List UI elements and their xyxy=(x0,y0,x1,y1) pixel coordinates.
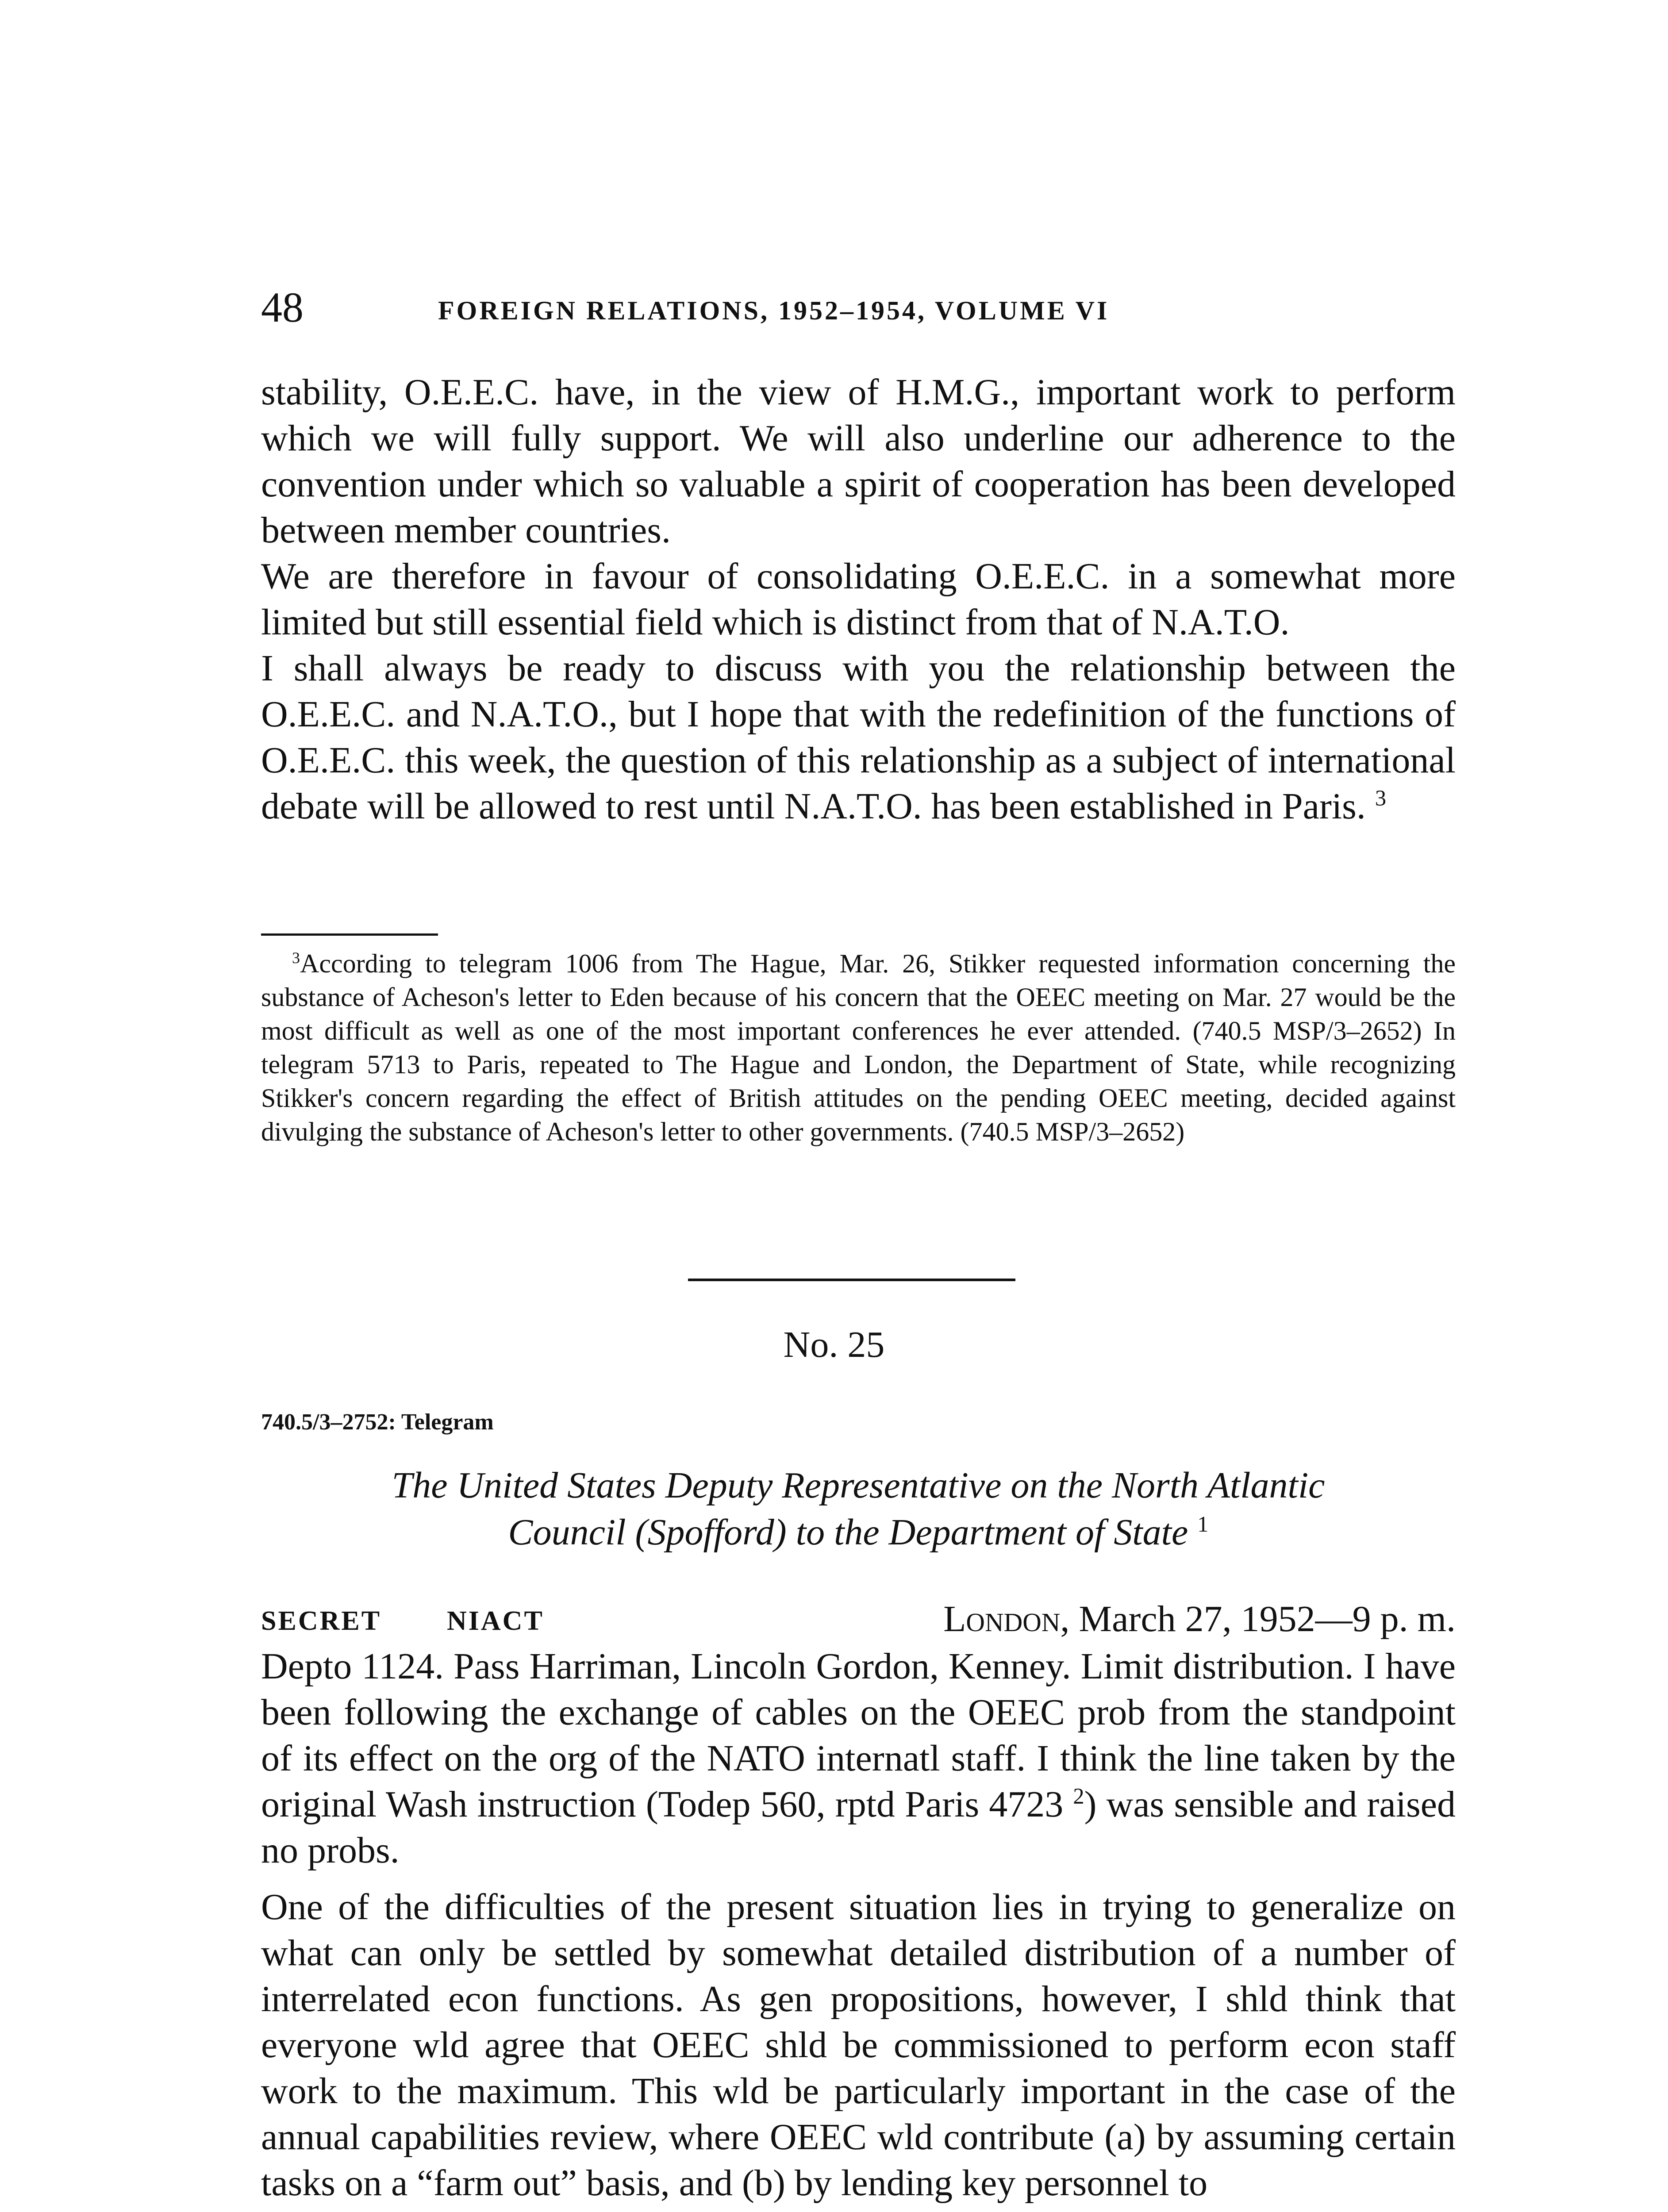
footnote-marker: 3 xyxy=(1375,786,1387,810)
footnote xyxy=(261,947,1456,1148)
footnote-marker: 3 xyxy=(292,949,300,967)
paragraph: stability, O.E.E.C. have, in the view of H.M.G., important work to perform which we will fully support. We will also underline our adherence to the convention under which so valuable a spirit of cooperation has been developed between member countries. xyxy=(261,372,1456,551)
paragraph xyxy=(261,645,1456,830)
footnote-text: According to telegram 1006 from The Hague, Mar. 26, Stikker requested information concerning the substance of Acheson's letter to Eden because of his concern that the OEEC meeting on Mar. 27 would be the most difficult as well as one of the most important conferences he ever attended. (740.5 MSP/3–2652) In telegram 5713 to Paris, repeated to The Hague and London, the Department of State, while recognizing Stikker's concern regarding the effect of British attitudes on the pending OEEC meeting, decided against divulging the substance of Acheson's letter to other governments. (740.5 MSP/3–2652) xyxy=(261,949,1456,1146)
footnote-marker: 2 xyxy=(1073,1784,1084,1809)
paragraph-text: I shall always be ready to discuss with you the relationship between the O.E.E.C. and N.A.T.O., but I hope that with the redefinition of the functions of O.E.E.C. this week, the question of this relationship as a subject of international debate will be allowed to rest until N.A.T.O. has been established in Paris. xyxy=(261,648,1456,827)
title-line-text: Council (Spofford) to the Department of State xyxy=(508,1512,1188,1553)
paragraph-text: ) was sensible and raised no probs. xyxy=(261,1784,1456,1871)
paragraph: One of the difficulties of the present situation lies in trying to generalize on what can only be settled by somewhat detailed distribution of a number of interrelated econ functions. As gen propositions, however, I shld think that everyone wld agree that OEEC shld be commissioned to perform econ staff work to the maximum. This wld be particularly important in the case of the annual capabilities review, where OEEC wld contribute (a) by assuming certain tasks on a “farm out” basis, and (b) by lending key personnel to xyxy=(261,1886,1456,2204)
paragraph: We are therefore in favour of consolidating O.E.E.C. in a somewhat more limited but still essential field which is distinct from that of N.A.T.O. xyxy=(261,556,1456,643)
dateline xyxy=(261,1595,1456,1644)
title-line: The United States Deputy Representative on the North Atlantic xyxy=(392,1465,1325,1506)
file-reference: 740.5/3–2752: Telegram xyxy=(261,1409,494,1435)
place: London, xyxy=(943,1598,1070,1640)
continuation-text xyxy=(261,369,1456,830)
document-title xyxy=(261,1462,1456,1556)
classification: SECRET xyxy=(261,1606,382,1636)
paragraph-text: Depto 1124. Pass Harriman, Lincoln Gordon, Kenney. Limit distribution. I have been following the exchange of cables on the OEEC prob from the standpoint of its effect on the org of the NATO internatl staff. I think the line taken by the original Wash instruction (Todep 560, rptd Paris 4723 xyxy=(261,1646,1456,1825)
running-head: FOREIGN RELATIONS, 1952–1954, VOLUME VI xyxy=(438,296,1110,325)
date: March 27, 1952—9 p. m. xyxy=(1069,1598,1456,1640)
document-number: No. 25 xyxy=(783,1324,885,1365)
document-separator xyxy=(688,1279,1015,1281)
page-header xyxy=(261,283,1456,332)
telegram-body xyxy=(261,1644,1456,2206)
page-number: 48 xyxy=(261,284,304,331)
title-line xyxy=(261,1509,1456,1556)
footnote-3 xyxy=(261,947,1456,1148)
place-date xyxy=(943,1595,1456,1644)
precedence: NIACT xyxy=(447,1606,544,1636)
footnote-marker: 1 xyxy=(1197,1512,1209,1536)
paragraph xyxy=(261,1644,1456,1874)
footnote-rule xyxy=(261,933,438,936)
